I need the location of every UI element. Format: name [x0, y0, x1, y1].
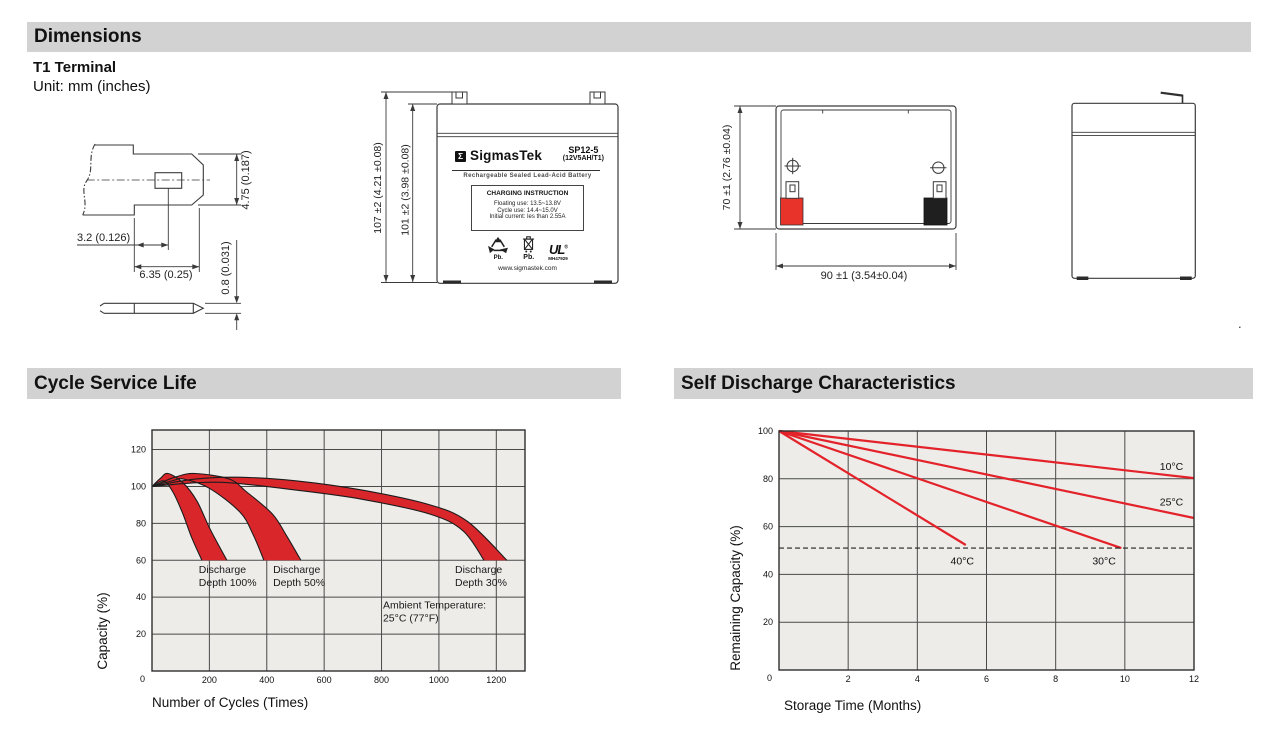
charging-line-2: Cycle use: 14.4~15.0V [497, 207, 558, 214]
y-tick-label: 60 [135, 555, 146, 566]
x-tick-label: 600 [316, 675, 332, 685]
blade-side-profile [100, 303, 203, 313]
unit-note: Unit: mm (inches) [33, 77, 151, 95]
y-tick-label: 100 [130, 481, 146, 492]
dim-case-height: 101 ±2 (3.98 ±0.08) [399, 144, 412, 236]
pb-recycle-icon [487, 236, 509, 261]
section-header-self-discharge [674, 368, 1253, 399]
x-tick-label: 1200 [486, 675, 507, 685]
pb-recycle-caption: Pb. [493, 255, 503, 261]
crossed-bin-icon [522, 235, 535, 253]
sigma-logo-icon: Σ [455, 151, 466, 162]
series-label: 40°C [950, 555, 975, 568]
side-terminal-wire [1161, 93, 1183, 104]
x-axis-title: Storage Time (Months) [784, 698, 922, 713]
website-url: www.sigmastek.com [498, 265, 557, 272]
dim-hole-offset-lines [77, 188, 168, 272]
battery-label [437, 104, 618, 283]
series-label: 30°C [1092, 555, 1116, 568]
ul-mark-icon [548, 243, 568, 262]
dim-blade-height: 4.75 (0.187) [240, 150, 252, 210]
chart-annotation: Ambient Temperature: [382, 599, 487, 612]
label-divider [452, 170, 600, 171]
y-tick-label: 100 [757, 426, 773, 436]
model-block [563, 145, 604, 162]
charging-title: CHARGING INSTRUCTION [486, 190, 569, 197]
ul-letters: UL [548, 241, 565, 257]
dim-blade-width: 6.35 (0.25) [139, 269, 193, 281]
model-spec: (12V5AH/T1) [562, 155, 604, 162]
chart-annotation: 25°C (77°F) [382, 612, 439, 625]
cycle-service-life-title: Cycle Service Life [34, 373, 197, 394]
chart-annotation: Depth 30% [454, 577, 507, 590]
chart-annotation: Discharge [454, 564, 503, 577]
chart-annotation: Discharge [198, 564, 247, 577]
y-tick-label: 80 [762, 473, 773, 484]
dim-depth: 70 ±1 (2.76 ±0.04) [721, 124, 733, 211]
front-terminals [452, 92, 605, 104]
x-tick-label: 800 [374, 675, 390, 685]
ul-registered-mark: ® [564, 244, 567, 251]
chart-annotation: Depth 100% [198, 577, 257, 590]
dim-width: 90 ±1 (3.54±0.04) [820, 270, 908, 282]
dim-blade-thickness: 0.8 (0.031) [220, 241, 232, 295]
t1-terminal-block [33, 59, 151, 96]
y-axis-title: Capacity (%) [95, 592, 110, 670]
y-tick-label: 40 [762, 569, 773, 580]
x-tick-label: 1000 [428, 675, 449, 685]
y-tick-label: 20 [135, 629, 146, 640]
model-number: SP12-5 [568, 145, 599, 155]
break-line [83, 144, 95, 215]
x-tick-label: 8 [1053, 674, 1059, 684]
origin-tick-label: 0 [766, 673, 772, 683]
y-tick-label: 20 [762, 617, 773, 628]
self-discharge-chart [700, 410, 1260, 730]
label-subtitle: Rechargeable Sealed Lead-Acid Battery [463, 173, 592, 179]
chart-annotation: Depth 50% [273, 577, 326, 590]
x-tick-label: 4 [914, 674, 920, 684]
x-tick-label: 400 [259, 675, 275, 685]
dimensions-title: Dimensions [34, 26, 142, 47]
side-body-outline [1072, 103, 1195, 278]
x-tick-label: 10 [1119, 674, 1130, 684]
series-label: 10°C [1159, 460, 1184, 473]
dim-blade-thickness-arrows [234, 296, 239, 320]
brand-row [451, 145, 604, 168]
charging-line-1: Floating use: 13.5~13.8V [494, 201, 561, 207]
terminal-outline [83, 144, 210, 215]
dim-width-lines [776, 233, 956, 270]
y-tick-label: 80 [135, 518, 146, 529]
charging-line-3: Initial current: les than 2.55A [489, 214, 566, 221]
self-discharge-title: Self Discharge Characteristics [681, 373, 956, 394]
top-view-drawing [710, 95, 970, 290]
x-tick-label: 2 [845, 674, 851, 684]
section-header-cycle-service-life [27, 368, 621, 399]
t1-terminal-heading: T1 Terminal [33, 59, 117, 76]
pb-trash-icon [522, 235, 535, 261]
dim-depth-lines [734, 106, 776, 229]
terminal-detail-drawing [40, 130, 260, 335]
stray-dot: . [1238, 316, 1242, 331]
positive-terminal-red [781, 198, 804, 225]
ul-file-number: MH47929 [548, 255, 568, 261]
y-tick-label: 60 [762, 521, 773, 532]
dim-hole-offset: 3.2 (0.126) [77, 232, 131, 244]
negative-terminal-black [924, 198, 947, 225]
dim-overall-height: 107 ±2 (4.21 ±0.08) [372, 142, 384, 234]
label-icons-row [437, 235, 618, 261]
brand-name: SigmasTek [470, 148, 543, 163]
pb-trash-caption: Pb. [523, 254, 535, 261]
dim-blade-width-lines [134, 208, 199, 272]
y-axis-title: Remaining Capacity (%) [728, 525, 743, 671]
charging-instruction-box [471, 185, 584, 231]
chart-annotation: Discharge [273, 564, 321, 577]
y-tick-label: 40 [135, 592, 146, 603]
dim-blade-height-lines [198, 154, 241, 205]
cycle-service-life-chart [90, 410, 560, 730]
section-header-dimensions [27, 22, 1251, 52]
charging-lines [472, 201, 583, 221]
x-axis-title: Number of Cycles (Times) [152, 695, 309, 710]
x-tick-label: 12 [1188, 674, 1200, 684]
origin-tick-label: 0 [139, 674, 145, 684]
y-tick-label: 120 [130, 444, 146, 455]
terminal-hole [155, 173, 182, 189]
x-tick-label: 6 [983, 674, 990, 684]
x-tick-label: 200 [201, 675, 217, 685]
series-label: 25°C [1159, 496, 1184, 509]
side-view-drawing [1060, 85, 1210, 290]
recycle-arrows-icon [487, 236, 509, 254]
